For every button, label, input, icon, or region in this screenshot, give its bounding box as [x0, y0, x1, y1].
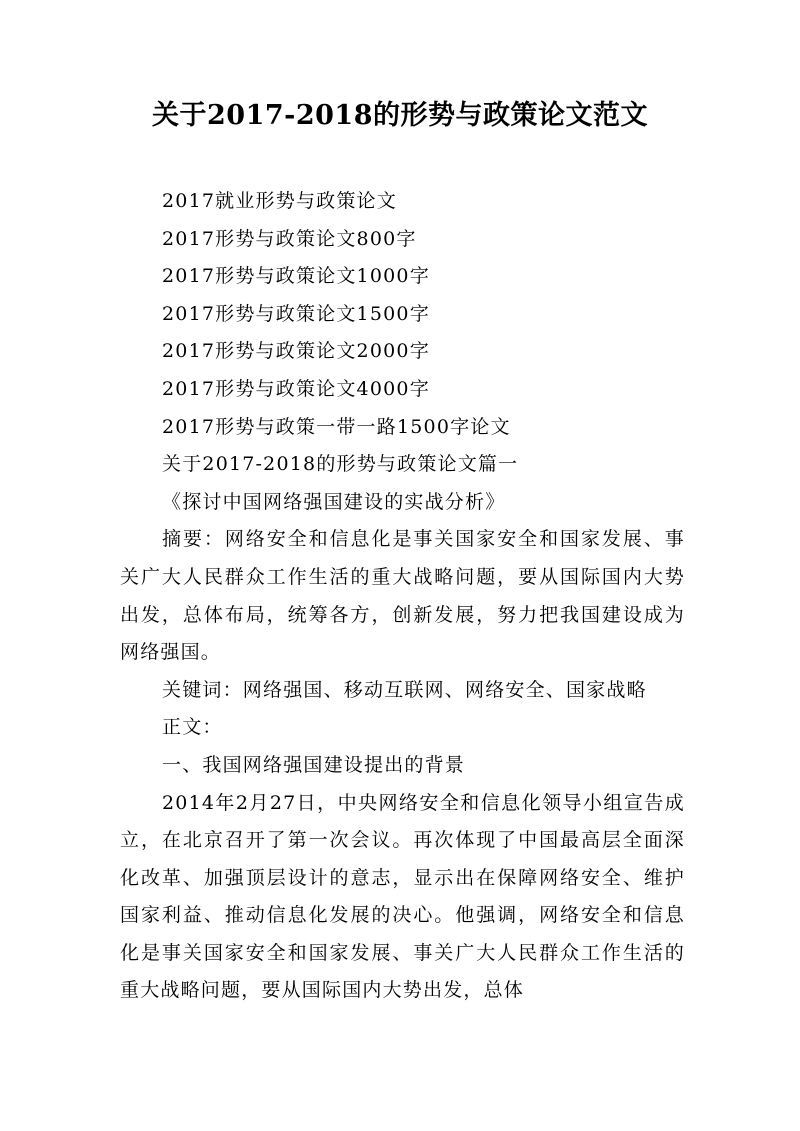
article-title: 《探讨中国网络强国建设的实战分析》: [162, 490, 506, 513]
section-heading: 关于2017-2018的形势与政策论文篇一: [162, 453, 519, 476]
toc-item: 2017形势与政策论文2000字: [162, 340, 430, 363]
toc-item: 2017就业形势与政策论文: [162, 190, 397, 212]
document-body: [120, 183, 685, 1010]
toc-item: 2017形势与政策论文4000字: [162, 377, 430, 400]
body-label: 正文：: [162, 716, 223, 739]
document-title: 关于2017-2018的形势与政策论文范文: [152, 100, 648, 131]
toc-item: 2017形势与政策论文800字: [162, 227, 417, 250]
abstract-paragraph: 摘要：网络安全和信息化是事关国家安全和国家发展、事关广大人民群众工作生活的重大战略问题，要从国际国内大势出发，总体布局，统筹各方，创新发展，努力把我国建设成为网络强国。: [120, 528, 685, 664]
body-paragraph: 2014年2月27日，中央网络安全和信息化领导小组宣告成立，在北京召开了第一次会议。再次体现了中国最高层全面深化改革、加强顶层设计的意志，显示出在保障网络安全、维护国家利益、推动信息化发展的决心。他强调，网络安全和信息化是事关国家安全和国家发展、事关广大人民群众工作生活的重大战略问题，要从国际国内大势出发，总体: [120, 791, 685, 1002]
toc-item: 2017形势与政策论文1000字: [162, 265, 430, 288]
keywords-line: 关键词：网络强国、移动互联网、网络安全、国家战略: [162, 678, 647, 701]
subheading: 一、我国网络强国建设提出的背景: [162, 753, 466, 776]
toc-item: 2017形势与政策论文1500字: [162, 302, 430, 325]
toc-item: 2017形势与政策一带一路1500字论文: [162, 415, 511, 438]
